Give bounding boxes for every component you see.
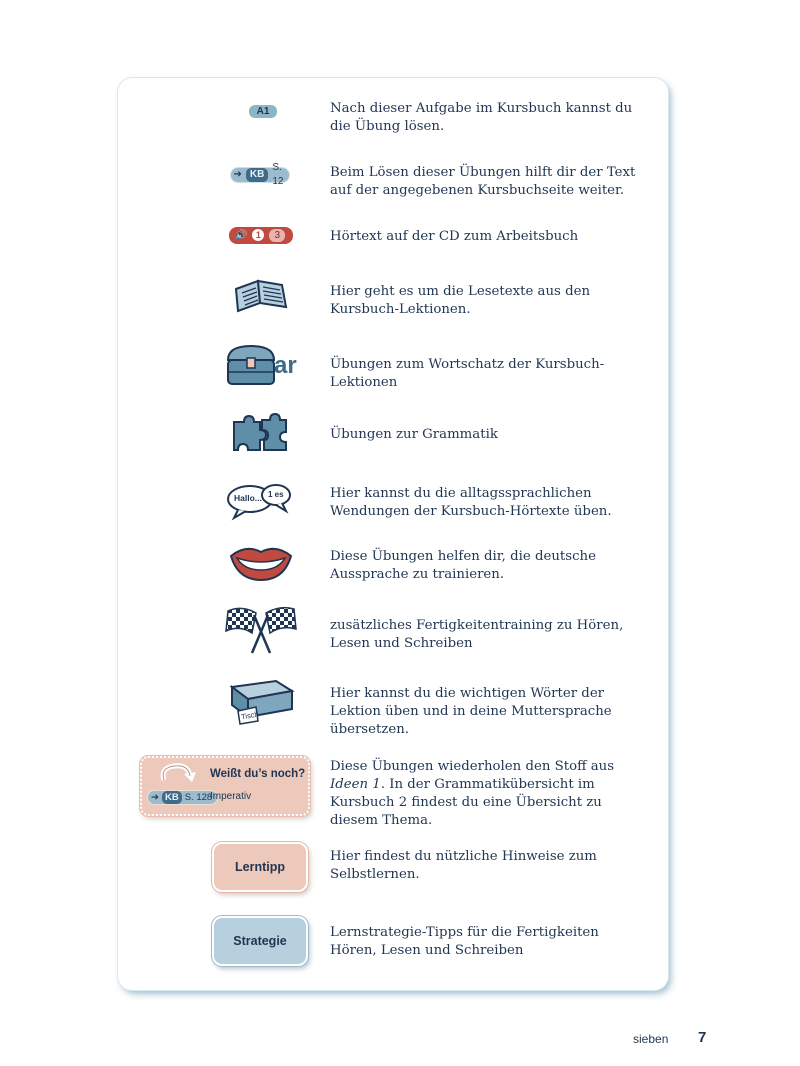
kb-page-number: S. 12: [272, 162, 284, 187]
bubble-hallo: Hallo...: [234, 493, 262, 503]
weisst-subtitle: Imperativ: [210, 791, 252, 802]
legend-text-cd: Hörtext auf der CD zum Arbeitsbuch: [330, 229, 579, 244]
lerntipp-box: Lerntipp: [212, 842, 308, 892]
legend-text-phrases: Hier kannst du die alltagssprachlichen Wendungen der Kursbuch-Hörtexte üben.: [330, 486, 612, 519]
legend-text-weisst: Diese Übungen wiederholen den Stoff aus Ideen 1. In der Grammatikübersicht im Kursbuch 2 findest du eine Übersicht zu diesem Thema.: [330, 759, 615, 828]
kb-page-tag-icon: [232, 162, 288, 187]
speech-bubbles-icon: [224, 481, 294, 521]
a1-tag-icon: [243, 104, 283, 118]
checkered-flags-icon: [224, 605, 298, 655]
a1-tag-label: A1: [249, 105, 278, 118]
cd-number: 1: [252, 229, 264, 241]
strategie-box: Strategie: [212, 916, 308, 966]
chest-letters: ar: [274, 352, 297, 379]
arrow-right-icon: ➔: [151, 792, 159, 803]
puzzle-icon: [230, 412, 290, 456]
book-title-ideen: Ideen 1: [330, 777, 381, 792]
card-tisch-label: Tisch: [240, 709, 260, 722]
card-box-icon: [226, 677, 296, 725]
kb-badge: KB: [246, 168, 268, 182]
legend-text-lerntipp: Hier findest du nützliche Hinweise zum Selbstlernen.: [330, 849, 597, 882]
speaker-icon: 🔊: [234, 229, 248, 241]
cd-track-tag-icon: [226, 226, 296, 244]
legend-text-a1: Nach dieser Aufgabe im Kursbuch kannst du die Übung lösen.: [330, 101, 633, 134]
open-book-icon: [230, 275, 290, 315]
arrow-right-icon: ➔: [233, 169, 242, 180]
legend-text-pronunciation: Diese Übungen helfen dir, die deutsche Aussprache zu trainieren.: [330, 549, 596, 582]
weisst-kb-badge: KB: [162, 791, 182, 804]
refresh-arrow-icon: [156, 762, 196, 788]
legend-text-skills: zusätzliches Fertigkeitentraining zu Hören, Lesen und Schreiben: [330, 618, 624, 651]
legend-text-words: Hier kannst du die wichtigen Wörter der Lektion üben und in deine Muttersprache übersetzen.: [330, 686, 612, 737]
legend-text-vocab: Übungen zum Wortschatz der Kursbuch-Lektionen: [330, 357, 605, 390]
weisst-title: Weißt du’s noch?: [210, 768, 306, 780]
track-number: 3: [269, 229, 285, 242]
legend-text-kb: Beim Lösen dieser Übungen hilft dir der Text auf der angegebenen Kursbuchseite weiter.: [330, 165, 636, 198]
weisst-du-noch-box: [140, 756, 310, 816]
treasure-chest-icon: [222, 342, 302, 388]
bubble-es: 1 es: [268, 490, 284, 499]
legend-text-strategie: Lernstrategie-Tipps für die Fertigkeiten Hören, Lesen und Schreiben: [330, 925, 599, 958]
mouth-icon: [228, 542, 294, 582]
page-number-word: sieben: [633, 1032, 669, 1046]
weisst-page: S. 128: [184, 792, 213, 803]
legend-text-reading: Hier geht es um die Lesetexte aus den Kursbuch-Lektionen.: [330, 284, 591, 317]
legend-panel: [118, 78, 668, 990]
legend-text-grammar: Übungen zur Grammatik: [330, 427, 498, 442]
page-number: 7: [698, 1029, 707, 1046]
